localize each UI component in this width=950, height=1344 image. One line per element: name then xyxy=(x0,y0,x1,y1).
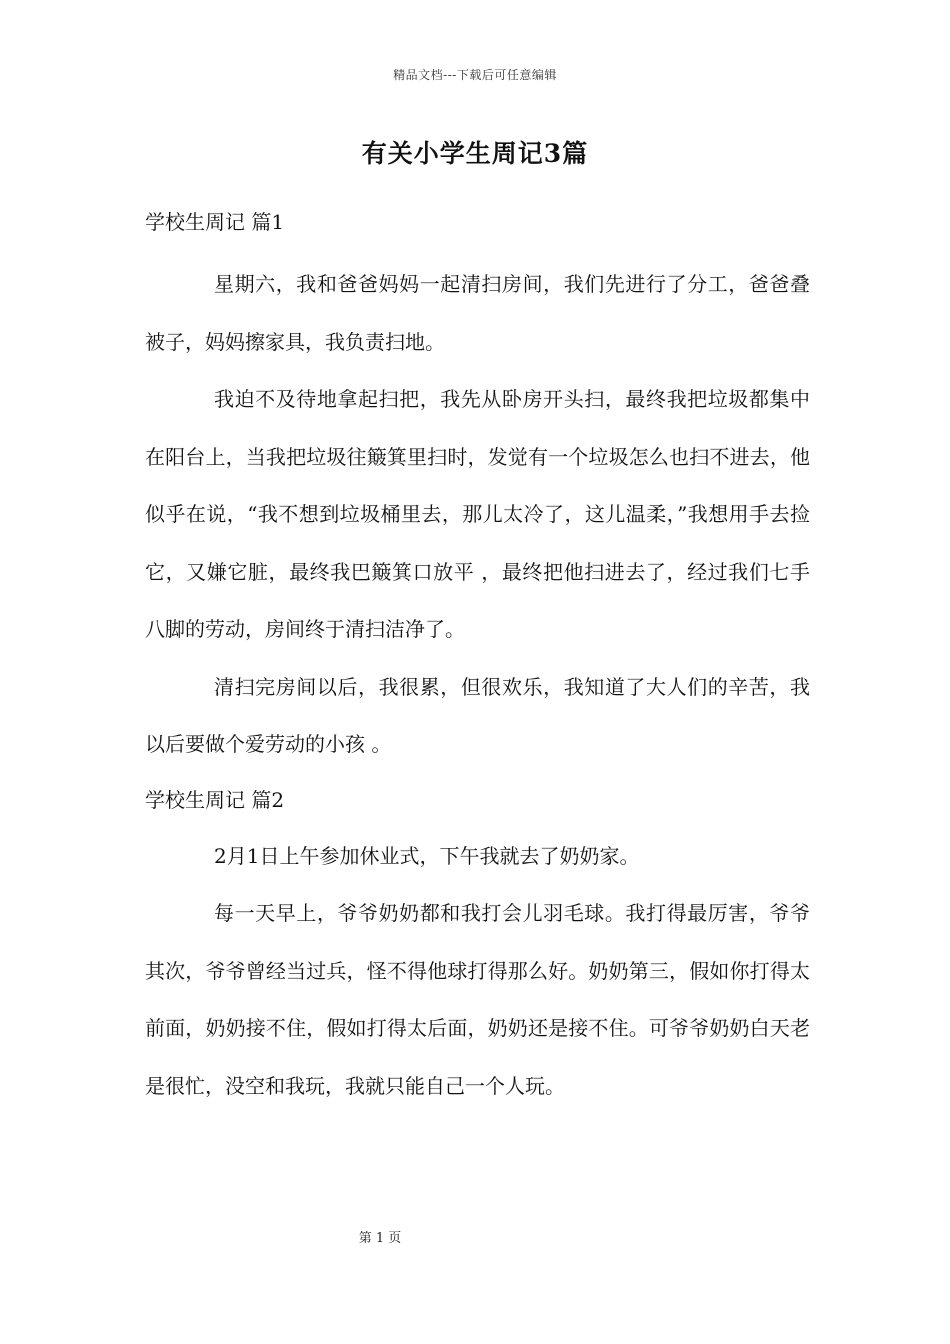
paragraph: 星期六，我和爸爸妈妈一起清扫房间，我们先进行了分工，爸爸叠被子，妈妈擦家具，我负责扫地。 xyxy=(145,272,810,354)
section-1 xyxy=(145,200,810,774)
document-body xyxy=(145,200,810,1115)
paragraph: 我迫不及待地拿起扫把，我先从卧房开头扫，最终我把垃圾都集中在阳台上，当我把垃圾往簸箕里扫时，发觉有一个垃圾怎么也扫不进去，他似乎在说，“我不想到垃圾桶里去，那儿太冷了，这儿温柔，”我想用手去捡它，又嫌它脏，最终我巴簸箕口放平 ，最终把他扫进去了，经过我们七手八脚的劳动，房间终于清扫洁净了。 xyxy=(145,387,810,641)
page-number: 第 1 页 xyxy=(358,1231,402,1246)
paragraph: 清扫完房间以后，我很累，但很欢乐，我知道了大人们的辛苦，我以后要做个爱劳动的小孩 。 xyxy=(145,674,810,756)
paragraph: 2月1日上午参加休业式，下午我就去了奶奶家。 xyxy=(214,843,640,868)
section-heading: 学校生周记 篇2 xyxy=(145,787,285,812)
page-header: 精品文档---下载后可任意编辑 xyxy=(393,68,557,82)
section-2 xyxy=(145,778,810,1116)
paragraph: 每一天早上，爷爷奶奶都和我打会儿羽毛球。我打得最厉害，爷爷其次，爷爷曾经当过兵，怪不得他球打得那么好。奶奶第三，假如你打得太前面，奶奶接不住，假如打得太后面，奶奶还是接不住。可爷爷奶奶白天老是很忙，没空和我玩，我就只能自己一个人玩。 xyxy=(145,901,810,1098)
document-title: 有关小学生周记3篇 xyxy=(361,139,589,168)
section-heading: 学校生周记 篇1 xyxy=(145,210,285,234)
